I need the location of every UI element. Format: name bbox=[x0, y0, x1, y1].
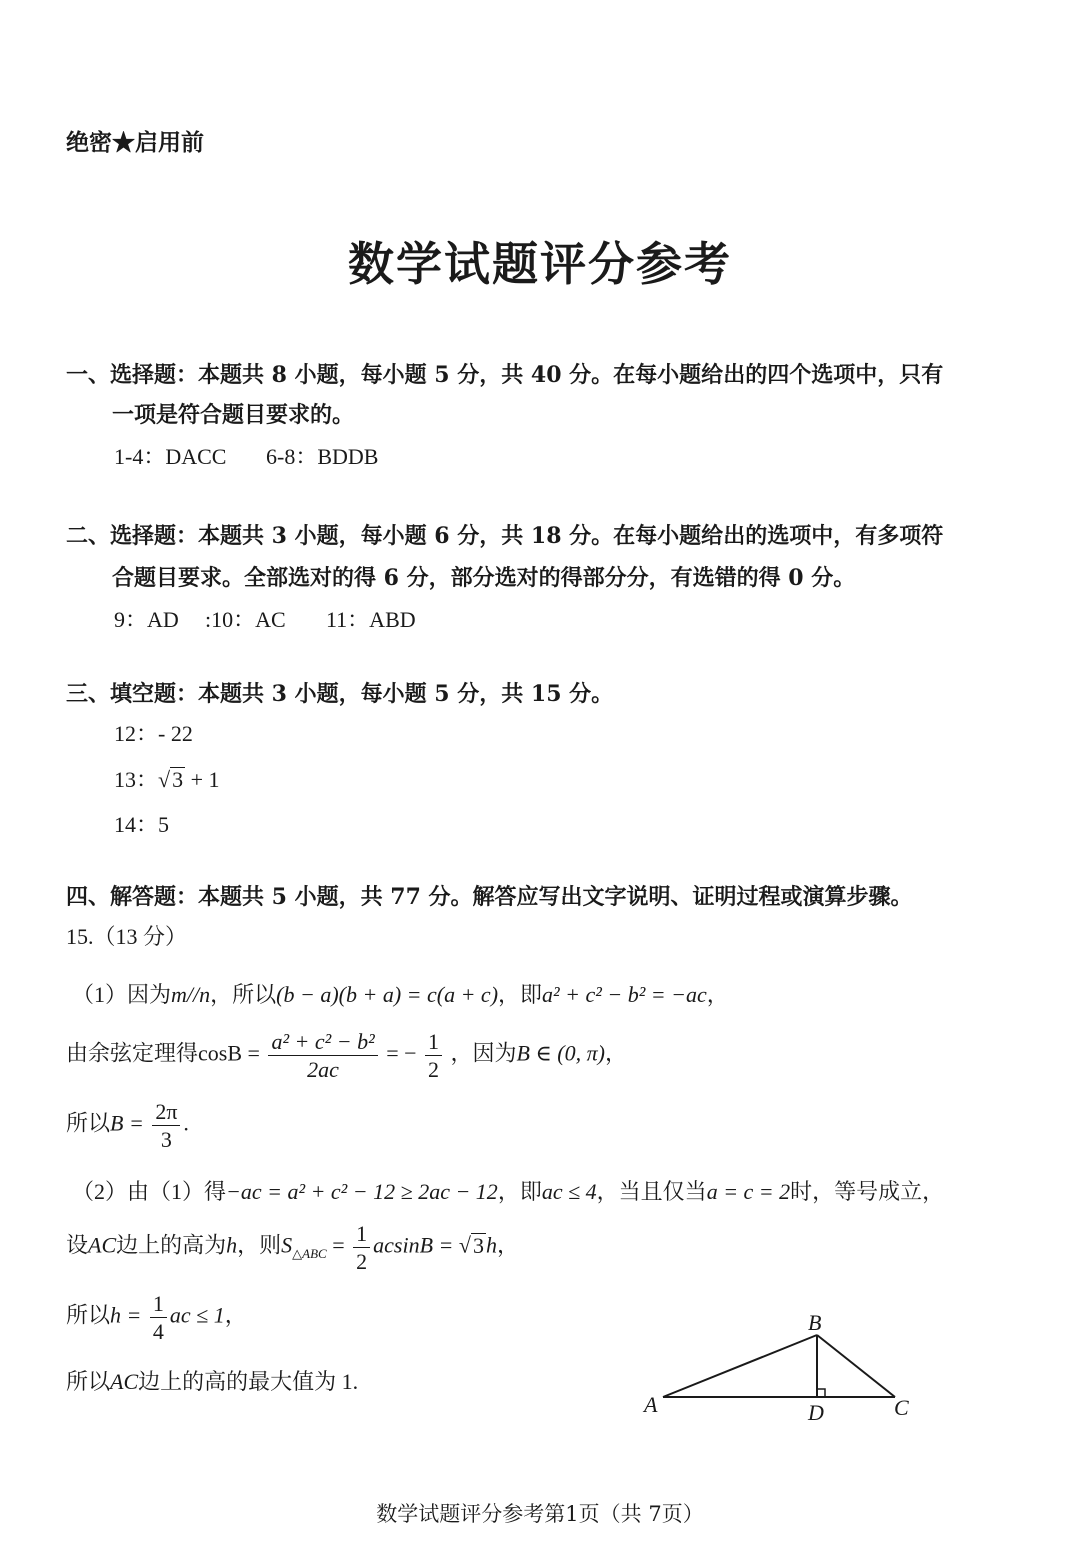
denominator: 4 bbox=[152, 1319, 164, 1345]
denominator: 2ac bbox=[307, 1057, 339, 1083]
variable: S bbox=[281, 1232, 293, 1258]
text: 所以 bbox=[66, 1302, 111, 1328]
text: ，则 bbox=[237, 1232, 282, 1258]
angle-result-line bbox=[66, 1100, 189, 1151]
fraction bbox=[150, 1292, 167, 1343]
section-1-answers-b: 6-8：BDDB bbox=[266, 444, 379, 469]
section-3-answer-13 bbox=[114, 763, 220, 794]
text: （2）由（1）得 bbox=[72, 1179, 227, 1204]
equation: ac ≤ 4 bbox=[541, 1179, 597, 1204]
text: ， bbox=[604, 1040, 627, 1066]
text: 所以 bbox=[66, 1110, 111, 1136]
equation: acsinB = bbox=[373, 1232, 454, 1258]
equation: −ac = a² + c² − 12 ≥ 2ac − 12 bbox=[226, 1179, 498, 1204]
text: ，即 bbox=[498, 982, 543, 1007]
text: ，因为 bbox=[450, 1040, 517, 1066]
radicand: 3 bbox=[472, 1232, 484, 1258]
text: 边上的高为 bbox=[116, 1232, 227, 1258]
answer-13-prefix: 13： bbox=[114, 767, 159, 792]
equation: h = bbox=[110, 1302, 142, 1328]
equation: a² + c² − b² = −ac bbox=[542, 982, 707, 1007]
subscript: △ABC bbox=[292, 1246, 327, 1262]
vector-parallel: m//n bbox=[171, 982, 211, 1007]
equation: cosB = bbox=[198, 1040, 260, 1066]
fraction bbox=[268, 1030, 377, 1081]
denominator: 2 bbox=[356, 1249, 368, 1275]
section-2-answer-9: 9：AD bbox=[114, 607, 179, 632]
cosine-rule-line bbox=[66, 1030, 627, 1081]
equation: B = bbox=[110, 1110, 144, 1136]
answer-13-radicand: 3 bbox=[172, 767, 184, 792]
solution-part2-line bbox=[72, 1175, 944, 1206]
conclusion-line bbox=[66, 1365, 358, 1396]
text: 边上的高的最大值为 1. bbox=[138, 1369, 359, 1394]
numerator: a² + c² − b² bbox=[268, 1030, 377, 1056]
numerator: 1 bbox=[425, 1030, 442, 1056]
section-1-heading: 一、选择题：本题共 8 小题，每小题 5 分，共 40 分。在每小题给出的四个选项中，只有 bbox=[66, 362, 944, 388]
equation: B ∈ (0, π) bbox=[516, 1040, 605, 1066]
equation: ac ≤ 1 bbox=[169, 1302, 225, 1328]
solution-part1-line bbox=[72, 978, 729, 1009]
section-1-answers-a: 1-4：DACC bbox=[114, 444, 227, 469]
section-2-answer-11: 11：ABD bbox=[326, 607, 416, 632]
text: 设 bbox=[66, 1232, 89, 1258]
text: ，当且仅当 bbox=[596, 1179, 707, 1204]
section-1-heading-cont: 一项是符合题目要求的。 bbox=[112, 402, 355, 428]
text: ，即 bbox=[497, 1179, 542, 1204]
section-2-answer-10: :10：AC bbox=[205, 607, 286, 632]
side-ab bbox=[663, 1335, 817, 1397]
text: ，所以 bbox=[210, 982, 277, 1007]
text: ， bbox=[706, 982, 729, 1007]
vertex-a-label: A bbox=[644, 1392, 658, 1417]
question-15-label: 15.（13 分） bbox=[66, 924, 188, 949]
confidential-header: 绝密★启用前 bbox=[66, 129, 204, 156]
text: ， bbox=[224, 1302, 247, 1328]
answer-13-rest: + 1 bbox=[190, 767, 220, 792]
equation: a = c = 2 bbox=[706, 1179, 791, 1204]
segment-label: AC bbox=[88, 1232, 117, 1258]
denominator: 3 bbox=[160, 1127, 172, 1153]
text: 时，等号成立， bbox=[790, 1179, 945, 1204]
denominator: 2 bbox=[428, 1057, 440, 1083]
triangle-diagram bbox=[630, 1300, 930, 1430]
section-3-heading: 三、填空题：本题共 3 小题，每小题 5 分，共 15 分。 bbox=[66, 681, 614, 707]
side-bc bbox=[817, 1335, 895, 1397]
section-2-heading: 二、选择题：本题共 3 小题，每小题 6 分，共 18 分。在每小题给出的选项中，有多项符 bbox=[66, 523, 944, 549]
fraction bbox=[425, 1030, 442, 1081]
equation: = bbox=[332, 1232, 345, 1258]
vertex-c-label: C bbox=[894, 1395, 909, 1420]
segment-label: AC bbox=[110, 1369, 139, 1394]
numerator: 2π bbox=[152, 1100, 180, 1126]
vertex-b-label: B bbox=[808, 1310, 822, 1335]
equation: (b − a)(b + a) = c(a + c) bbox=[276, 982, 499, 1007]
section-3-answer-12: 12：- 22 bbox=[114, 721, 193, 746]
numerator: 1 bbox=[353, 1222, 370, 1248]
text: 所以 bbox=[66, 1369, 111, 1394]
right-angle-mark bbox=[817, 1389, 825, 1397]
page-title: 数学试题评分参考 bbox=[348, 237, 732, 291]
section-4-heading: 四、解答题：本题共 5 小题，共 77 分。解答应写出文字说明、证明过程或演算步骤。 bbox=[66, 884, 913, 910]
page-footer: 数学试题评分参考第1页（共 7页） bbox=[376, 1502, 704, 1526]
section-3-answer-14: 14：5 bbox=[114, 812, 170, 837]
numerator: 1 bbox=[150, 1292, 167, 1318]
text: . bbox=[183, 1110, 189, 1136]
text: 由余弦定理得 bbox=[66, 1040, 199, 1066]
variable: h bbox=[485, 1232, 497, 1258]
sqrt-sign: √ bbox=[158, 767, 171, 792]
variable: h bbox=[226, 1232, 238, 1258]
text: ， bbox=[496, 1232, 519, 1258]
fraction bbox=[152, 1100, 180, 1151]
text: （1）因为 bbox=[72, 982, 172, 1007]
fraction bbox=[353, 1222, 370, 1273]
section-2-heading-cont: 合题目要求。全部选对的得 6 分，部分选对的得部分分，有选错的得 0 分。 bbox=[112, 565, 856, 591]
foot-d-label: D bbox=[808, 1400, 824, 1425]
area-line bbox=[66, 1222, 519, 1273]
equation: = − bbox=[386, 1040, 417, 1066]
height-bound-line bbox=[66, 1292, 247, 1343]
sqrt-sign: √ bbox=[458, 1232, 471, 1258]
